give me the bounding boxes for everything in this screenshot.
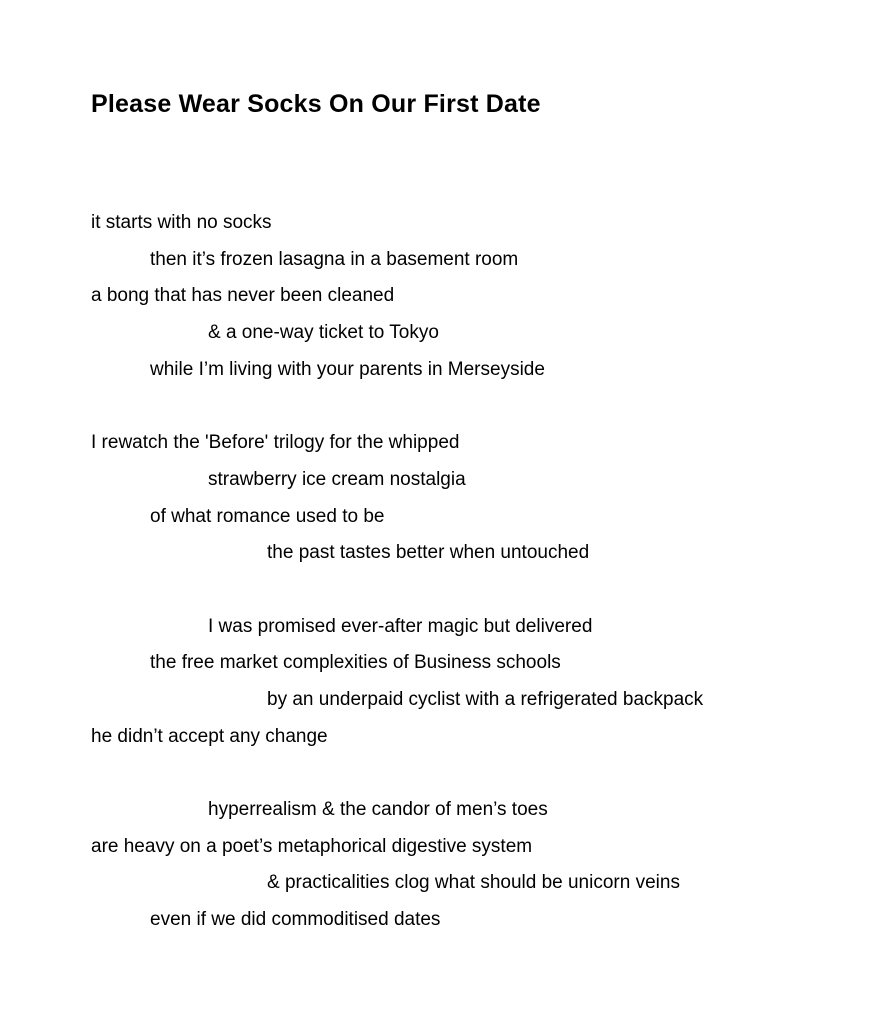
poem-line: while I’m living with your parents in Merseyside xyxy=(150,358,545,380)
stanza-1 xyxy=(91,208,851,391)
poem-line: a bong that has never been cleaned xyxy=(91,285,395,307)
poem-line: he didn’t accept any change xyxy=(91,725,328,747)
poem-line: it starts with no socks xyxy=(91,212,272,233)
poem-title: Please Wear Socks On Our First Date xyxy=(91,90,541,118)
poem-body xyxy=(91,208,851,942)
stanza-2 xyxy=(91,428,851,575)
poem-line: I was promised ever-after magic but delivered xyxy=(208,615,593,637)
poem-line: are heavy on a poet’s metaphorical digestive system xyxy=(91,835,533,857)
stanza-break xyxy=(91,575,851,612)
poem-line: & practicalities clog what should be unicorn veins xyxy=(267,872,680,894)
poem-line: even if we did commoditised dates xyxy=(150,909,441,931)
poem-line: strawberry ice cream nostalgia xyxy=(208,468,466,490)
poem-line: by an underpaid cyclist with a refrigerated backpack xyxy=(267,688,704,710)
poem-line: the free market complexities of Business schools xyxy=(150,652,561,674)
poem-line: then it’s frozen lasagna in a basement room xyxy=(150,248,519,270)
stanza-3 xyxy=(91,612,851,759)
stanza-break xyxy=(91,391,851,428)
poem-line: I rewatch the 'Before' trilogy for the whipped xyxy=(91,432,460,454)
poem-line: of what romance used to be xyxy=(150,505,385,527)
poem-line: hyperrealism & the candor of men’s toes xyxy=(208,799,548,820)
poem-line: the past tastes better when untouched xyxy=(267,542,590,564)
stanza-4 xyxy=(91,795,851,942)
stanza-break xyxy=(91,758,851,795)
poem-line: & a one-way ticket to Tokyo xyxy=(208,322,439,344)
